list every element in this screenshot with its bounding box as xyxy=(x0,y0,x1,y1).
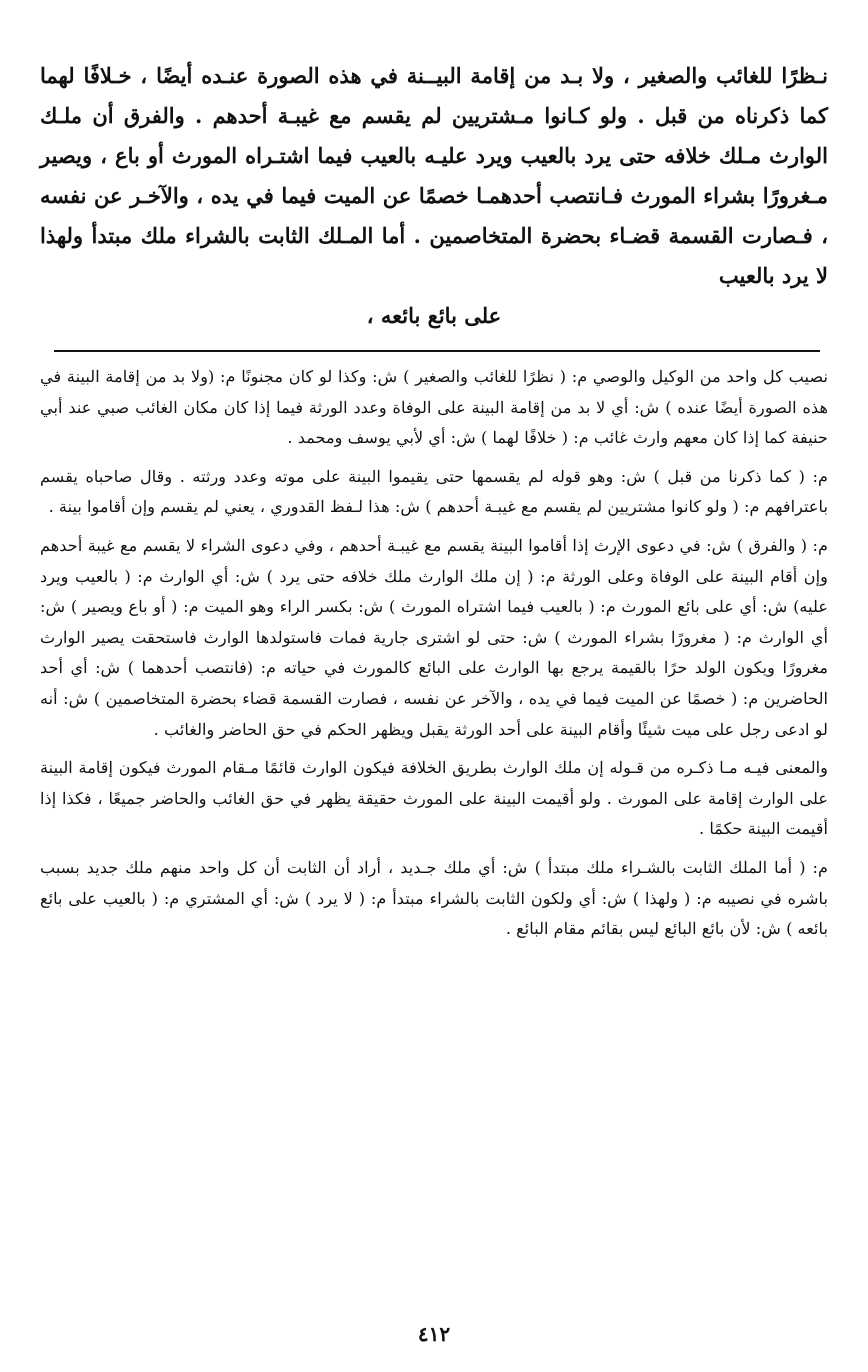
main-text-last-line: على بائع بائعه ، xyxy=(366,303,502,328)
commentary-paragraph-2: م: ( كما ذكرنا من قبل ) ش: وهو قوله لم يقسمها حتى يقيموا البينة على موته وعدد ورثته . وقال صاحباه يقسم باعترافهم م: ( ولو كانوا مشتريين لم يقسم مع غيبـة أحدهم ) ش: هذا لـفظ القدوري ، يعني لم يقسم وإن أقاموا بينة . xyxy=(40,466,828,517)
main-text-paragraph: نـظرًا للغائب والصغير ، ولا بـد من إقامة البيــنة في هذه الصورة عنـده أيضًا ، خـلافًا لهما كما ذكرناه من قبل . ولو كـانوا مـشتريين لم يقسم مع غيبـة أحدهم . والفرق أن ملـك الوارث مـلك خلافه حتى يرد بالعيب ويرد عليـه بالعيب فيما اشتـراه المورث أو باع ، ويصير مـغرورًا بشراء المورث فـانتصب أحدهمـا خصمًا عن الميت فيما في يده ، والآخـر عن نفسه ، فـصارت القسمة قضـاء بحضرة المتخاصمين . أما المـلك الثابت بالشراء ملك مبتدأ ولهذا لا يرد بالعيب xyxy=(40,63,828,288)
main-text-block xyxy=(40,56,828,336)
page-number: ٤١٢ xyxy=(417,1322,451,1346)
commentary-paragraph-4: والمعنى فيـه مـا ذكـره من قـوله إن ملك الوارث بطريق الخلافة فيكون الوارث قائمًا مـقام المورث فيكون إقامة البينة على الوارث إقامة على المورث . ولو أقيمت البينة على المورث حقيقة يظهر في حق الغائب والحاضر جميعًا ، فكذا إذا أقيمت البينة حكمًا . xyxy=(40,758,828,839)
commentary-paragraph-1: نصيب كل واحد من الوكيل والوصي م: ( نظرًا للغائب والصغير ) ش: وكذا لو كان مجنونًا م: (ولا بد من إقامة البينة في هذه الصورة أيضًا عنده ) ش: أي لا بد من إقامة البينة على الوفاة وعدد الورثة فيما إذا كان مكان الغائب صبي عند أبي حنيفة كما إذا كان معهم وارث غائب م: ( خلافًا لهما ) ش: أي لأبي يوسف ومحمد . xyxy=(40,367,828,448)
section-divider xyxy=(54,350,820,352)
commentary-block xyxy=(40,362,828,953)
commentary-paragraph-3: م: ( والفرق ) ش: في دعوى الإرث إذا أقاموا البينة يقسم مع غيبـة أحدهم ، وفي دعوى الشراء لا يقسم مع غيبة أحدهم وإن أقام البينة على الوفاة وعلى الورثة م: ( إن ملك الوارث ملك خلافه حتى يرد ) ش: أي الوارث م: ( بالعيب ويرد عليه) ش: أي على بائع المورث م: ( بالعيب فيما اشتراه المورث ) ش: بكسر الراء وهو الميت م: ( أو باع ويصير ) ش: أي الوارث م: ( مغرورًا بشراء المورث ) ش: حتى لو اشترى جارية فمات فاستولدها الوارث فاستحقت يصير الوارث مغرورًا ويكون الولد حرًا بالقيمة يرجع بها الوارث على البائع كالمورث في حياته م: (فانتصب أحدهما ) ش: أي أحد الحاضرين م: ( خصمًا عن الميت فيما في يده ، والآخر عن نفسه ، فصارت القسمة قضاء بحضرة المتخاصمين ) ش: أنه لو ادعى رجل على ميت شيئًا وأقام البينة على أحد الورثة يقبل ويظهر الحكم في حق الحاضر والغائب . xyxy=(40,535,828,739)
commentary-paragraph-5: م: ( أما الملك الثابت بالشـراء ملك مبتدأ ) ش: أي ملك جـديد ، أراد أن الثابت أن كل واحد منهم ملك جديد بسبب باشره في نصيبه م: ( ولهذا ) ش: أي ولكون الثابت بالشراء مبتدأ م: ( لا يرد ) ش: أي المشتري م: ( بالعيب على بائع بائعه ) ش: لأن بائع البائع ليس بقائم مقام البائع . xyxy=(40,857,828,939)
